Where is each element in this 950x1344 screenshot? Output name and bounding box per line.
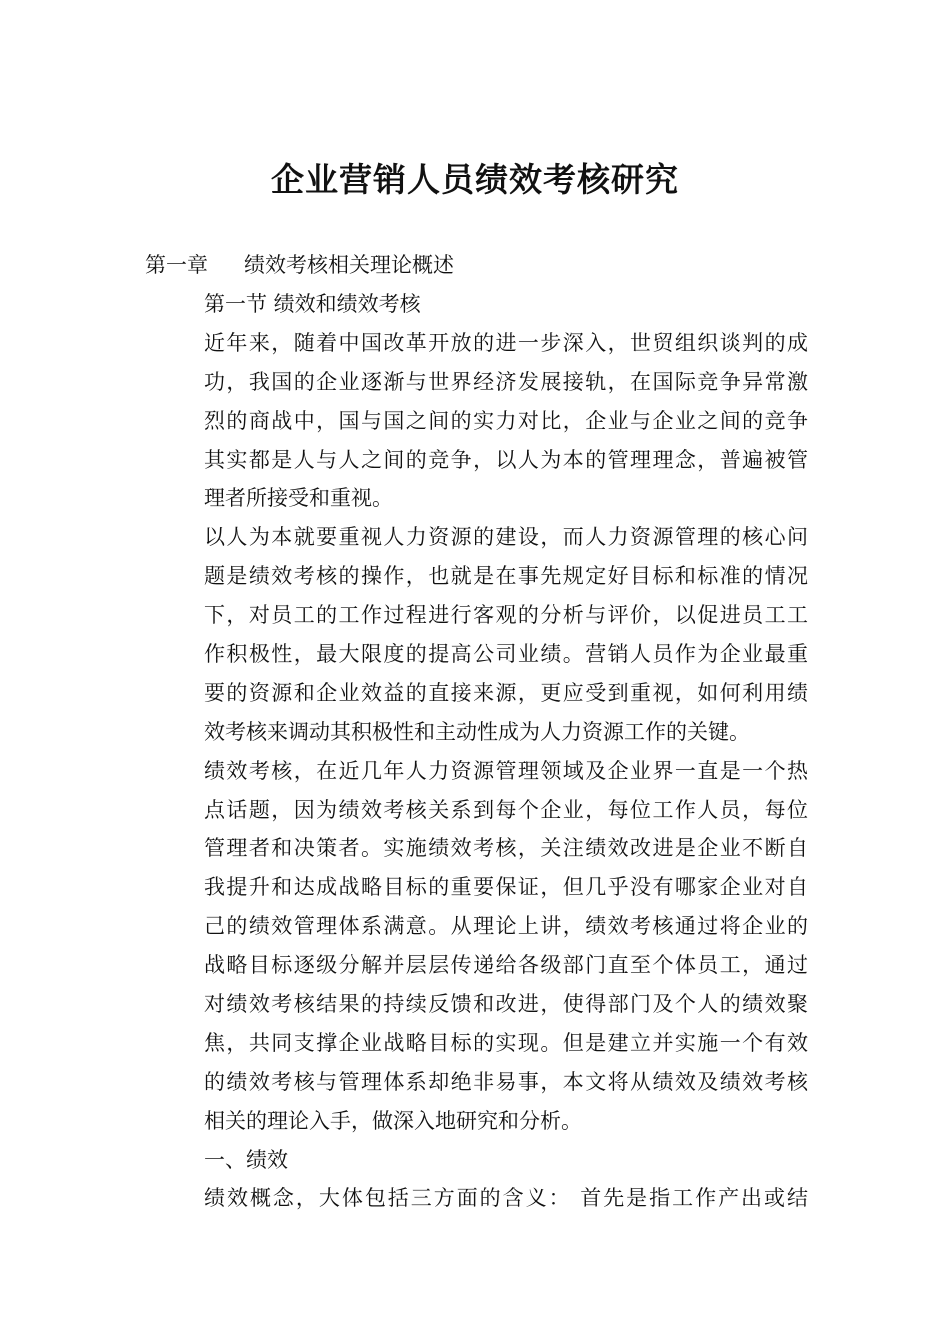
text-line: 功，我国的企业逐渐与世界经济发展接轨，在国际竞争异常激 <box>204 369 808 394</box>
text-line: 相关的理论入手，做深入地研究和分析。 <box>204 1108 582 1133</box>
text-line: 绩效概念，大体包括三方面的含义： 首先是指工作产出或结 <box>204 1186 808 1211</box>
text-line: 烈的商战中，国与国之间的实力对比，企业与企业之间的竞争 <box>204 408 808 433</box>
text-line: 的绩效考核与管理体系却绝非易事，本文将从绩效及绩效考核 <box>204 1069 808 1094</box>
chapter-heading <box>145 250 454 280</box>
text-line: 要的资源和企业效益的直接来源，更应受到重视，如何利用绩 <box>204 680 808 705</box>
text-line: 以人为本就要重视人力资源的建设，而人力资源管理的核心问 <box>204 525 808 550</box>
text-line: 我提升和达成战略目标的重要保证，但几乎没有哪家企业对自 <box>204 875 808 900</box>
text-line: 绩效考核，在近几年人力资源管理领域及企业界一直是一个热 <box>204 758 808 783</box>
text-line: 作积极性，最大限度的提高公司业绩。营销人员作为企业最重 <box>204 642 808 667</box>
text-line: 管理者和决策者。实施绩效考核，关注绩效改进是企业不断自 <box>204 836 808 861</box>
text-line: 效考核来调动其积极性和主动性成为人力资源工作的关键。 <box>204 719 750 744</box>
text-line: 战略目标逐级分解并层层传递给各级部门直至个体员工，通过 <box>204 953 808 978</box>
text-line: 理者所接受和重视。 <box>204 486 393 511</box>
subsection-heading: 一、绩效 <box>204 1147 288 1172</box>
chapter-name: 绩效考核相关理论概述 <box>244 253 454 277</box>
text-line: 点话题，因为绩效考核关系到每个企业，每位工作人员，每位 <box>204 797 808 822</box>
text-line: 近年来，随着中国改革开放的进一步深入，世贸组织谈判的成 <box>204 330 808 355</box>
text-line: 题是绩效考核的操作，也就是在事先规定好目标和标准的情况 <box>204 564 808 589</box>
text-line: 对绩效考核结果的持续反馈和改进，使得部门及个人的绩效聚 <box>204 992 808 1017</box>
chapter-number: 第一章 <box>145 253 208 277</box>
text-line: 其实都是人与人之间的竞争，以人为本的管理理念，普遍被管 <box>204 447 808 472</box>
document-title: 企业营销人员绩效考核研究 <box>271 160 679 199</box>
text-line: 下，对员工的工作过程进行客观的分析与评价，以促进员工工 <box>204 603 808 628</box>
section-heading: 第一节 绩效和绩效考核 <box>204 292 421 316</box>
body-text <box>204 285 808 1218</box>
text-line: 焦，共同支撑企业战略目标的实现。但是建立并实施一个有效 <box>204 1030 808 1055</box>
text-line: 己的绩效管理体系满意。从理论上讲，绩效考核通过将企业的 <box>204 914 808 939</box>
